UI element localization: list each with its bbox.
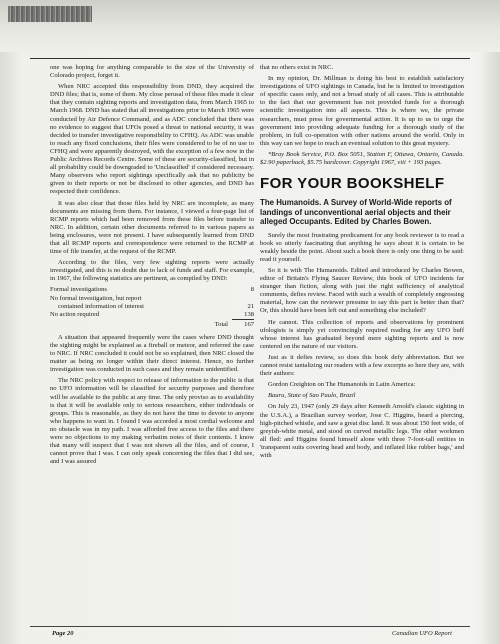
left-paragraph-2: When NRC accepted this responsibility from DND, they acquired the DND files; that is, some of them. My close perusal of these files made it clear that they contain sighting reports and investigation data, from March 1965 to March 1968. DND has stated that all investigations prior to March 1965 were conducted by Air Defence Command, and as ADC concluded that there was no evidence to suggest that UFOs posed a threat to national security, it was decided to transfer investigative responsibility to CFHQ. As ADC was unable to reach any fixed conclusions, their files were considered to be of no use to CFHQ and were apparently destroyed, with the exception of a few now in the Public Archives Records Centre. Some of these are security-classified, but in all probability could be downgraded to 'Unclassified' if considered necessary. Many observers who report sightings specifically ask that no publicity be given to their reports or not be disclosed to other agencies, and DND has respected their confidence. (50, 83, 254, 196)
stats-value: 8 (250, 286, 254, 294)
left-paragraph-6: The NRC policy with respect to release of information to the public is that no UFO information will be classified for security purposes and therefore will be available to the public at any time. The only proviso as to availability is that it will be available only to serious researchers, either individuals or groups. This is reasonable, as they do not have the time to devote to anyone who happens to want in. I found I was accorded a most cordial welcome and no obstacle was in my path. I was afforded free access to the files and there were no objections to my making verbatim notes of their contents. I know that many will suspect that I was not shown all the files, and of course, I cannot prove that I was. I can only speak concerning the files that I did see, and I was assured (50, 377, 254, 466)
review-paragraph-4: Just as it defies review, so does this book defy abbreviation. But we cannot resist tantalizing our readers with a few excerpts so here they are, with their authors: (260, 353, 464, 378)
publication-name: Canadian UFO Report (392, 630, 452, 637)
stats-row-no-action (50, 311, 254, 320)
left-column (50, 64, 254, 469)
review-paragraph-6: On July 23, 1947 (only 29 days after Kenneth Arnold's classic sighting in the U.S.A.), a Brazilian survey worker, Jose C. Higgins, heard a piercing, high-pitched whistle, and saw a great disc land. It was about 150 feet wide, of greyish-white metal, and stood on curved metallic legs. The other workmen all fled: and Higgins found himself alone with three 7-foot-tall entities in 'transparent suits covering head and body, and inflated like rubber bags,' and with (260, 403, 464, 459)
stats-row-no-formal (50, 295, 254, 311)
right-paragraph-2: In my opinion, Dr. Millman is doing his best to establish satisfactory investigations of UFO sightings in Canada, but he is limited to investigation of specific cases only, and not a broad study of all cases. This is attributable to the fact that our government has not provided funds for a thorough scientific investigation into all aspects. This is where we, the private researchers, must press for governmental action. It is up to us to urge the government into providing adequate funding for a thorough study of the problem, in full co-operation with other nations around the world. Only in this way can we hope to reach an eventual solution to this great mystery. (260, 75, 464, 147)
review-paragraph-3: He cannot. This collection of reports and observations by prominent ufologists is simply yet convincingly required reading for any UFO buff whose interest has graduated beyond mere sighting reports and is now centered on the nature of our visitors. (260, 318, 464, 350)
stats-label-line-a: No formal investigation, but report (50, 294, 142, 302)
statistics-table (50, 286, 254, 328)
review-paragraph-2: So it is with The Humanoids. Edited and introduced by Charles Bowen, editor of Britain's Flying Saucer Review, this book of UFO incidents far stranger than fiction, along with just the right sufficiency of analytical comments, defies review. Faced with such a wealth of completely engrossing material, how can the reviewer presume to say this part is better than that? Or, this should have been left out and something else included? (260, 267, 464, 315)
stats-label-line-b: contained information of interest (58, 302, 144, 310)
review-paragraph-5: Gordon Creighton on The Humanoids in Latin America: (268, 381, 416, 389)
right-paragraph-1: that no others exist in NRC. (260, 64, 334, 71)
left-paragraph-1: one was hoping for anything comparable to the size of the University of Colorado project, forget it. (50, 64, 254, 80)
left-paragraph-3: It was also clear that those files held by NRC are incomplete, as many documents are missing from them. For instance, I viewed a four-page list of RCMP reports which had been removed from these files before transfer to NRC. In addition, certain other documents referred to in various papers as being enclosures, were not present. I have subsequently learned from DND that all RCMP reports and correspondence were returned to the RCMP at time of file transfer, at the request of the RCMP. (50, 199, 254, 256)
left-paragraph-5: A situation that appeared frequently were the cases where DND thought the sighting might be explained as a fireball or meteor, and referred the case to NRC. If NRC concluded it could not be so explained, then NRC closed the matter as being no longer within their direct interest. Hence, no further investigation was conducted in such cases and they remain unidentified. (50, 333, 254, 374)
section-heading: FOR YOUR BOOKSHELF (260, 175, 445, 193)
stats-row-formal (50, 286, 254, 294)
stats-label: Formal investigations (50, 286, 107, 294)
stats-label (50, 295, 232, 311)
stats-label: No action required (50, 311, 100, 319)
right-column (260, 64, 464, 463)
footer-rule (30, 626, 470, 627)
book-title: The Humanoids. A Survey of World-Wide reports of landings of unconventional aerial objects and their alleged Occupants. Edited by Charles Bowen. (260, 198, 452, 227)
stats-total-label: Total (214, 320, 228, 328)
header-rule (30, 58, 470, 59)
stats-row-total (50, 319, 254, 329)
stats-value: 21 (247, 302, 254, 310)
publisher-note: *Bray Book Service, P.O. Box 5051, Station F, Ottawa, Ontario, Canada. $2.90 paperback, $5.75 hardcover. Copyright 1967, viii + 193 pages. (260, 150, 464, 167)
stats-total-value: 167 (232, 319, 254, 329)
page-number: Page 20 (52, 630, 74, 637)
header-strip (0, 0, 500, 52)
masthead-logo (8, 6, 92, 22)
left-paragraph-4: According to the files, very few sighting reports were actually investigated, and this is no doubt due to lack of funds and staff. For example, in 1967, the following statistics are pertinent, as compiled by DND: (50, 259, 254, 283)
stats-value: 138 (244, 310, 254, 318)
review-paragraph-1: Surely the most frustrating predicament for any book reviewer is to read a book so utterly fascinating that anything he says about it is certain to be weakly beside the point. About such a book there is only one thing to be said: read it yourself. (260, 231, 464, 263)
excerpt-location: Bauru, State of Sao Paulo, Brazil (268, 392, 356, 400)
